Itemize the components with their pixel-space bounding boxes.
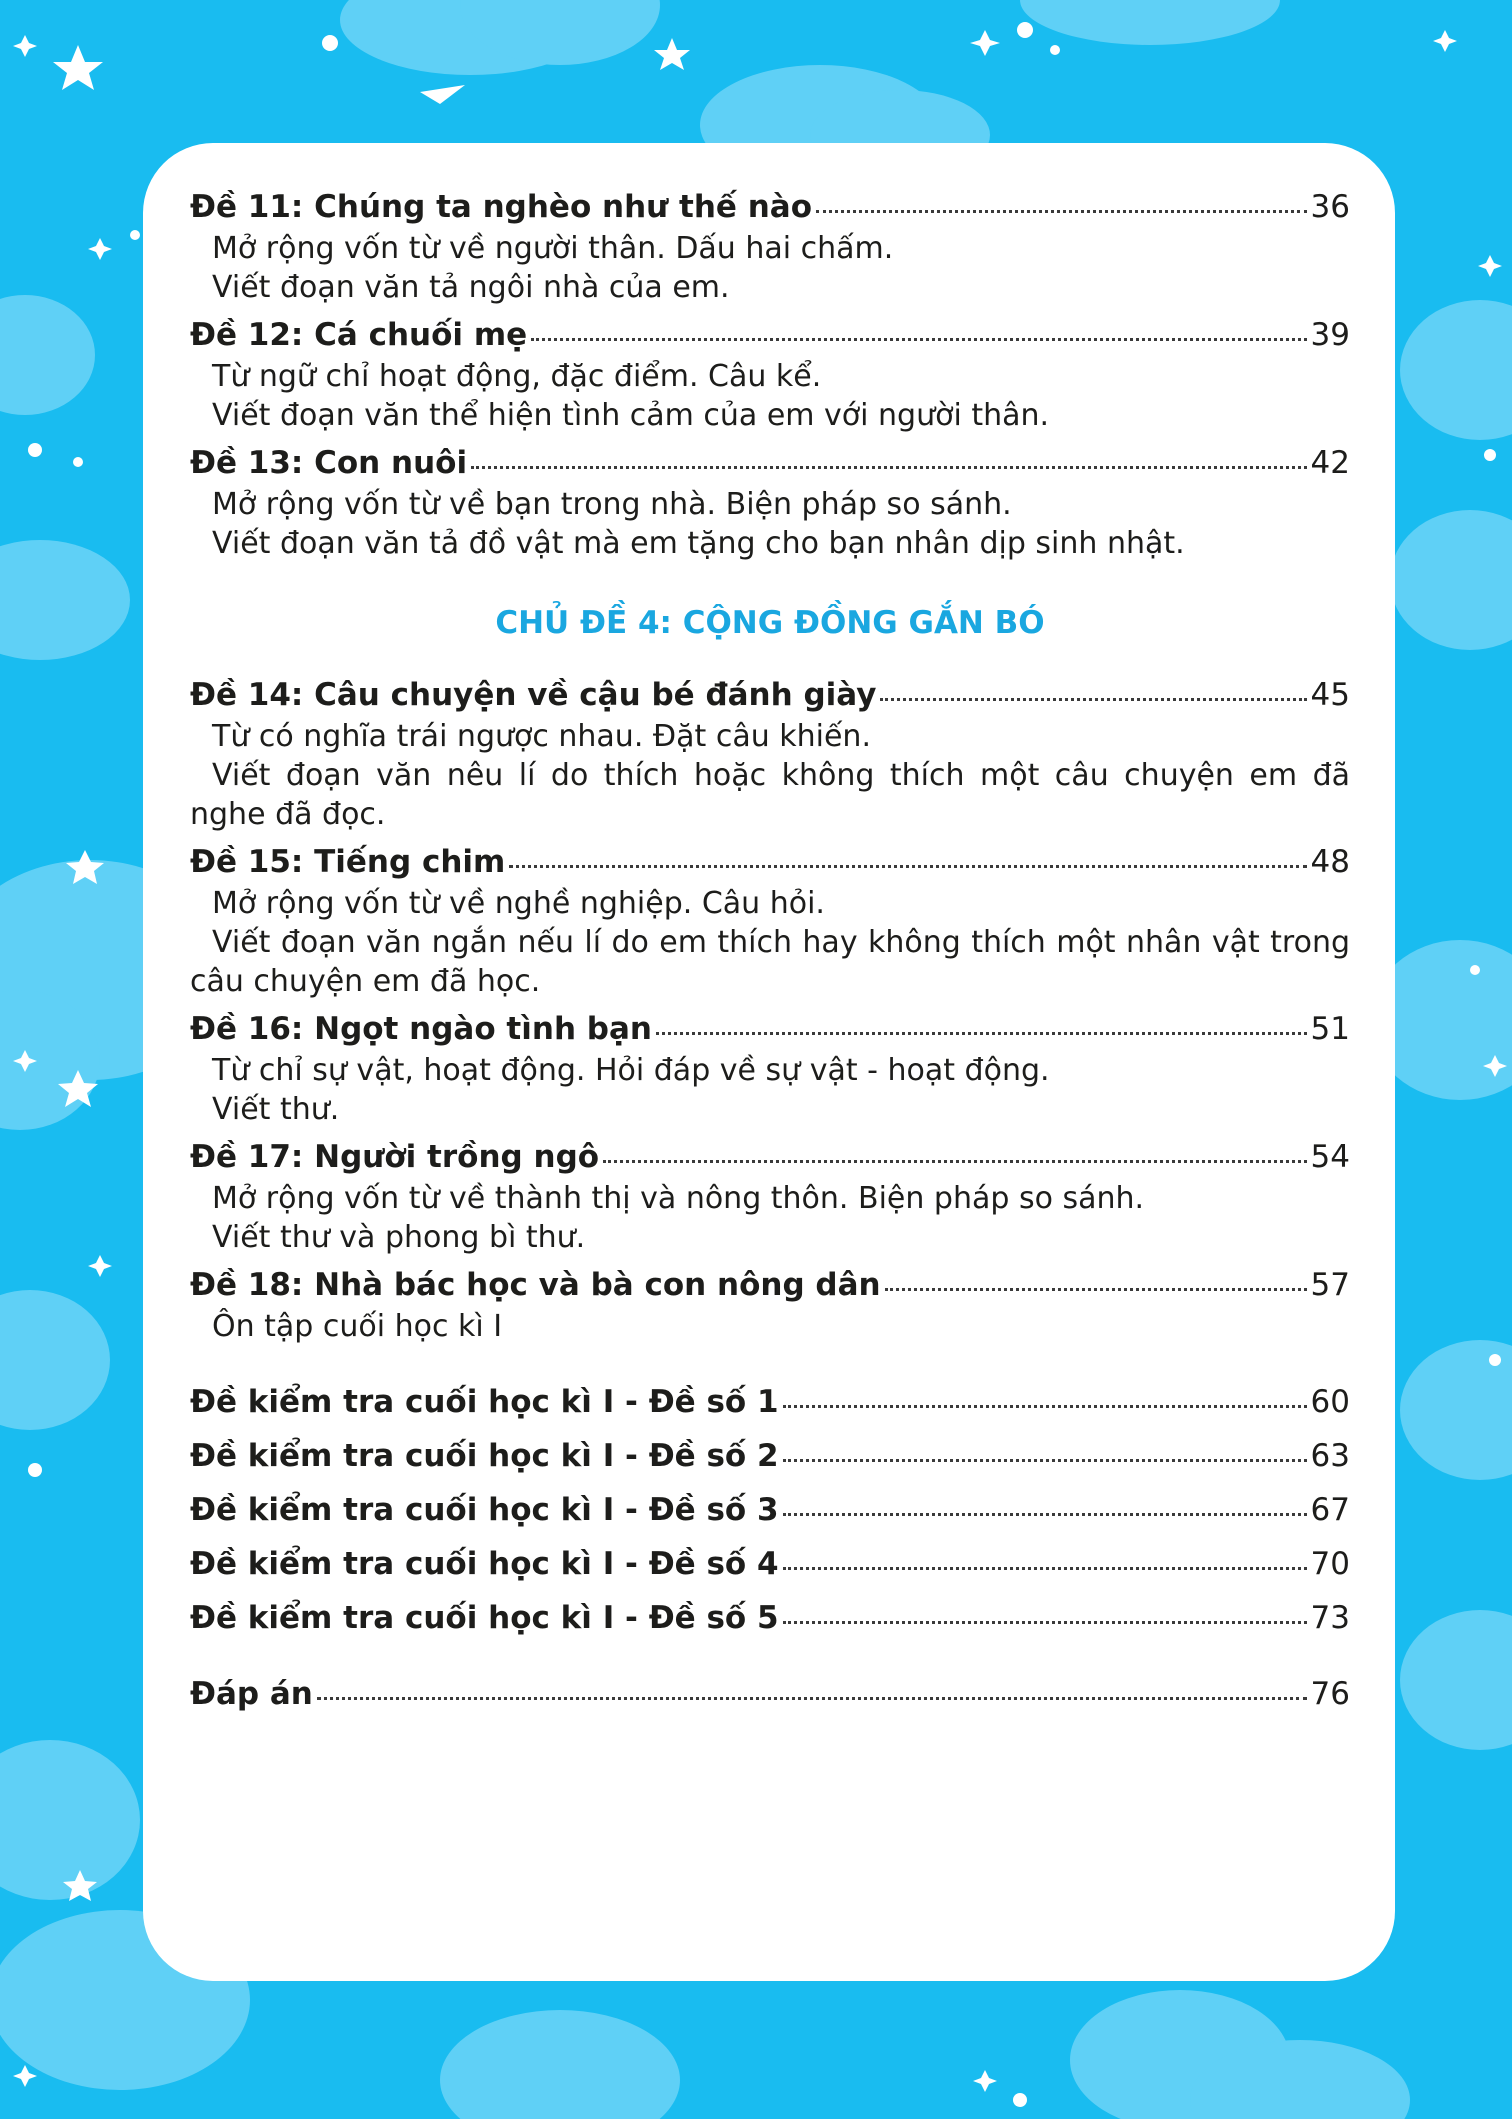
description-line: Mở rộng vốn từ về người thân. Dấu hai chấm. <box>212 231 894 266</box>
page-number: 57 <box>1310 1267 1350 1303</box>
exam-list <box>190 1380 1350 1640</box>
toc-row[interactable] <box>190 1135 1350 1179</box>
toc-description <box>190 357 1350 435</box>
dot-leader <box>531 338 1306 341</box>
toc-row[interactable] <box>190 1007 1350 1051</box>
description-line: Viết đoạn văn thể hiện tình cảm của em với người thân. <box>212 398 1050 433</box>
toc-row-exam-2[interactable] <box>190 1434 1350 1478</box>
toc-title: Đề kiểm tra cuối học kì I - Đề số 4 <box>190 1546 779 1582</box>
toc-title: Đề 12: Cá chuối mẹ <box>190 317 528 353</box>
toc-row[interactable] <box>190 840 1350 884</box>
page-number: 36 <box>1310 189 1350 225</box>
description-line: Viết thư. <box>212 1092 340 1127</box>
toc-description <box>190 884 1350 1001</box>
dot-leader <box>783 1513 1307 1516</box>
dot-leader <box>509 865 1306 868</box>
toc-description <box>190 1307 1350 1346</box>
dot-leader <box>471 466 1306 469</box>
toc-title: Đề 11: Chúng ta nghèo như thế nào <box>190 189 813 225</box>
page-number: 67 <box>1310 1492 1350 1528</box>
toc-title: Đề 15: Tiếng chim <box>190 844 506 880</box>
toc-row-answers[interactable] <box>190 1672 1350 1716</box>
description-line: Viết thư và phong bì thư. <box>212 1220 586 1255</box>
page-number: 51 <box>1310 1011 1350 1047</box>
toc-title: Đề 13: Con nuôi <box>190 445 468 481</box>
toc-description <box>190 1179 1350 1257</box>
toc-row-exam-1[interactable] <box>190 1380 1350 1424</box>
toc-row[interactable] <box>190 185 1350 229</box>
dot-leader <box>816 210 1307 213</box>
description-line: Từ ngữ chỉ hoạt động, đặc điểm. Câu kể. <box>212 359 822 394</box>
toc-description <box>190 717 1350 834</box>
page-number: 54 <box>1310 1139 1350 1175</box>
page-number: 76 <box>1310 1676 1350 1712</box>
description-line: Viết đoạn văn ngắn nếu lí do em thích hay không thích một nhân vật trong câu chuyện em đã học. <box>190 925 1350 999</box>
dot-leader <box>783 1567 1307 1570</box>
toc-title: Đề kiểm tra cuối học kì I - Đề số 2 <box>190 1438 779 1474</box>
description-line: Từ có nghĩa trái ngược nhau. Đặt câu khiến. <box>212 719 871 754</box>
toc-title: Đề 14: Câu chuyện về cậu bé đánh giày <box>190 677 877 713</box>
toc-title: Đề 17: Người trồng ngô <box>190 1139 600 1175</box>
dot-leader <box>783 1459 1307 1462</box>
page-number: 63 <box>1310 1438 1350 1474</box>
toc-description <box>190 485 1350 563</box>
toc-row[interactable] <box>190 673 1350 717</box>
table-of-contents <box>190 185 1350 1716</box>
page-number: 48 <box>1310 844 1350 880</box>
page-number: 42 <box>1310 445 1350 481</box>
dot-leader <box>880 698 1306 701</box>
description-line: Mở rộng vốn từ về bạn trong nhà. Biện pháp so sánh. <box>212 487 1012 522</box>
toc-entry-de-11 <box>190 185 1350 307</box>
description-line: Viết đoạn văn tả đồ vật mà em tặng cho bạn nhân dịp sinh nhật. <box>212 526 1185 561</box>
page-number: 60 <box>1310 1384 1350 1420</box>
toc-row-exam-4[interactable] <box>190 1542 1350 1586</box>
toc-title: Đề kiểm tra cuối học kì I - Đề số 1 <box>190 1384 779 1420</box>
page-number: 39 <box>1310 317 1350 353</box>
toc-description <box>190 229 1350 307</box>
page-number: 73 <box>1310 1600 1350 1636</box>
toc-description <box>190 1051 1350 1129</box>
toc-row[interactable] <box>190 441 1350 485</box>
toc-title: Đáp án <box>190 1676 313 1712</box>
toc-entry-de-18 <box>190 1263 1350 1346</box>
dot-leader <box>783 1621 1307 1624</box>
section-heading: CHỦ ĐỀ 4: CỘNG ĐỒNG GẮN BÓ <box>495 605 1045 641</box>
description-line: Viết đoạn văn tả ngôi nhà của em. <box>212 270 730 305</box>
toc-entry-de-15 <box>190 840 1350 1001</box>
page-number: 70 <box>1310 1546 1350 1582</box>
toc-title: Đề 18: Nhà bác học và bà con nông dân <box>190 1267 881 1303</box>
toc-row-exam-5[interactable] <box>190 1596 1350 1640</box>
toc-title: Đề kiểm tra cuối học kì I - Đề số 5 <box>190 1600 779 1636</box>
dot-leader <box>885 1288 1307 1291</box>
description-line: Ôn tập cuối học kì I <box>212 1309 503 1344</box>
dot-leader <box>603 1160 1306 1163</box>
toc-title: Đề 16: Ngọt ngào tình bạn <box>190 1011 652 1047</box>
description-line: Mở rộng vốn từ về nghề nghiệp. Câu hỏi. <box>212 886 825 921</box>
toc-entry-de-14 <box>190 673 1350 834</box>
description-line: Từ chỉ sự vật, hoạt động. Hỏi đáp về sự vật - hoạt động. <box>212 1053 1050 1088</box>
toc-title: Đề kiểm tra cuối học kì I - Đề số 3 <box>190 1492 779 1528</box>
page-number: 45 <box>1310 677 1350 713</box>
dot-leader <box>317 1697 1307 1700</box>
toc-entry-de-16 <box>190 1007 1350 1129</box>
toc-row-exam-3[interactable] <box>190 1488 1350 1532</box>
description-line: Viết đoạn văn nêu lí do thích hoặc không thích một câu chuyện em đã nghe đã đọc. <box>190 758 1350 832</box>
toc-entry-de-17 <box>190 1135 1350 1257</box>
toc-entry-de-13 <box>190 441 1350 563</box>
toc-row[interactable] <box>190 1263 1350 1307</box>
description-line: Mở rộng vốn từ về thành thị và nông thôn. Biện pháp so sánh. <box>212 1181 1145 1216</box>
dot-leader <box>783 1405 1307 1408</box>
toc-entry-de-12 <box>190 313 1350 435</box>
toc-row[interactable] <box>190 313 1350 357</box>
dot-leader <box>656 1032 1307 1035</box>
